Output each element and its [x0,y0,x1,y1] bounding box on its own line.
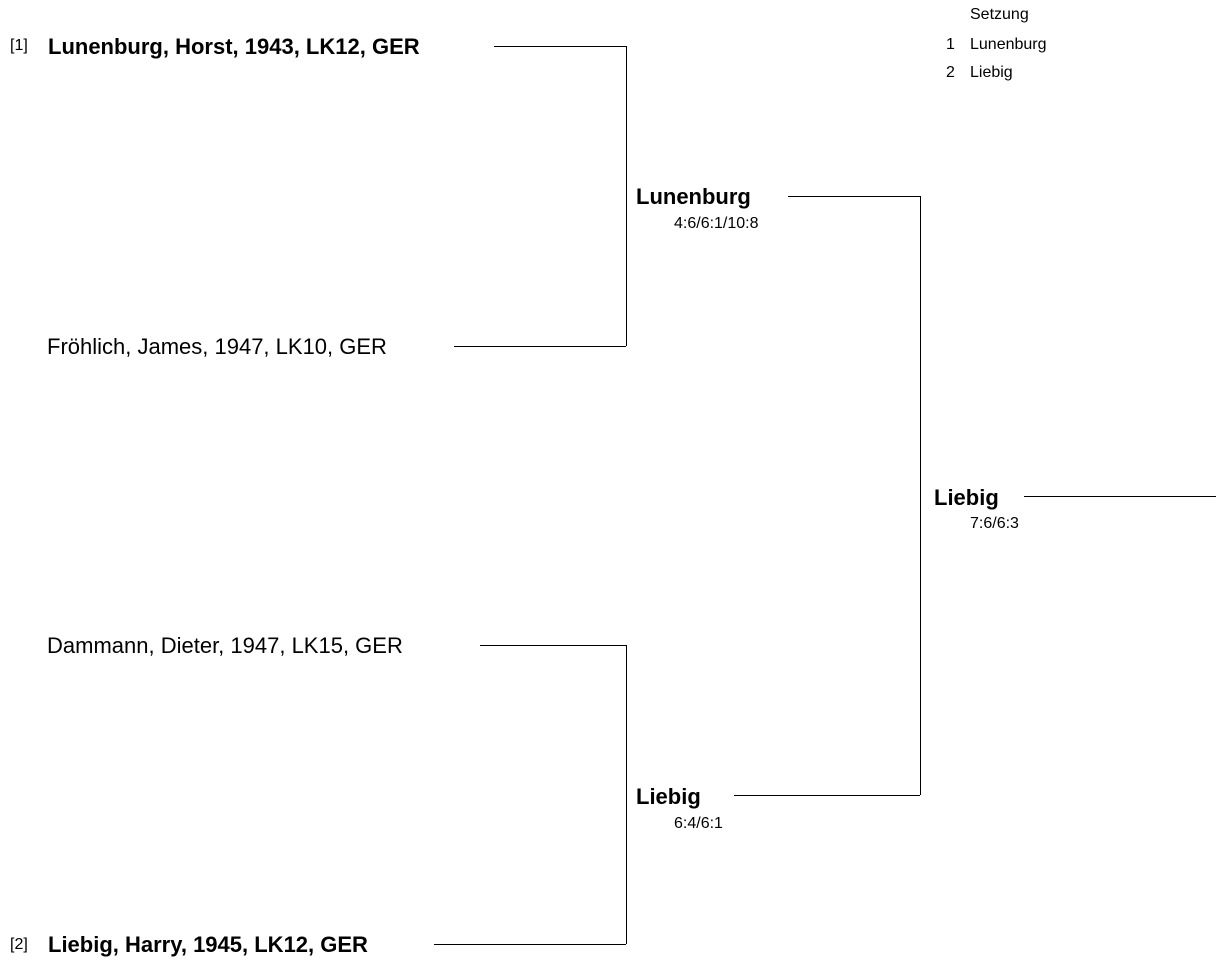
player-froehlich: Fröhlich, James, 1947, LK10, GER [47,334,387,359]
seeding-rank-2: 2 [946,64,955,81]
bracket-line [1024,496,1216,497]
seeding-title: Setzung [970,6,1029,23]
bracket-line [494,46,626,47]
seeding-rank-1: 1 [946,36,955,53]
round2-score-1: 4:6/6:1/10:8 [674,215,759,232]
bracket-line [454,346,626,347]
bracket-line [734,795,920,796]
bracket-connector [626,46,627,346]
bracket-connector [626,645,627,944]
seeding-name-1: Lunenburg [970,36,1047,53]
final-winner: Liebig [934,485,999,510]
player-lunenburg: Lunenburg, Horst, 1943, LK12, GER [48,34,420,59]
round2-score-2: 6:4/6:1 [674,815,723,832]
final-score: 7:6/6:3 [970,515,1019,532]
bracket-line [788,196,920,197]
round2-winner-1: Lunenburg [636,184,751,209]
round2-winner-2: Liebig [636,784,701,809]
bracket-line [434,944,626,945]
bracket-connector [920,196,921,795]
seed-label-2: [2] [10,936,28,953]
bracket-line [480,645,626,646]
seeding-name-2: Liebig [970,64,1013,81]
player-dammann: Dammann, Dieter, 1947, LK15, GER [47,633,403,658]
player-liebig: Liebig, Harry, 1945, LK12, GER [48,932,368,957]
seed-label-1: [1] [10,37,28,54]
